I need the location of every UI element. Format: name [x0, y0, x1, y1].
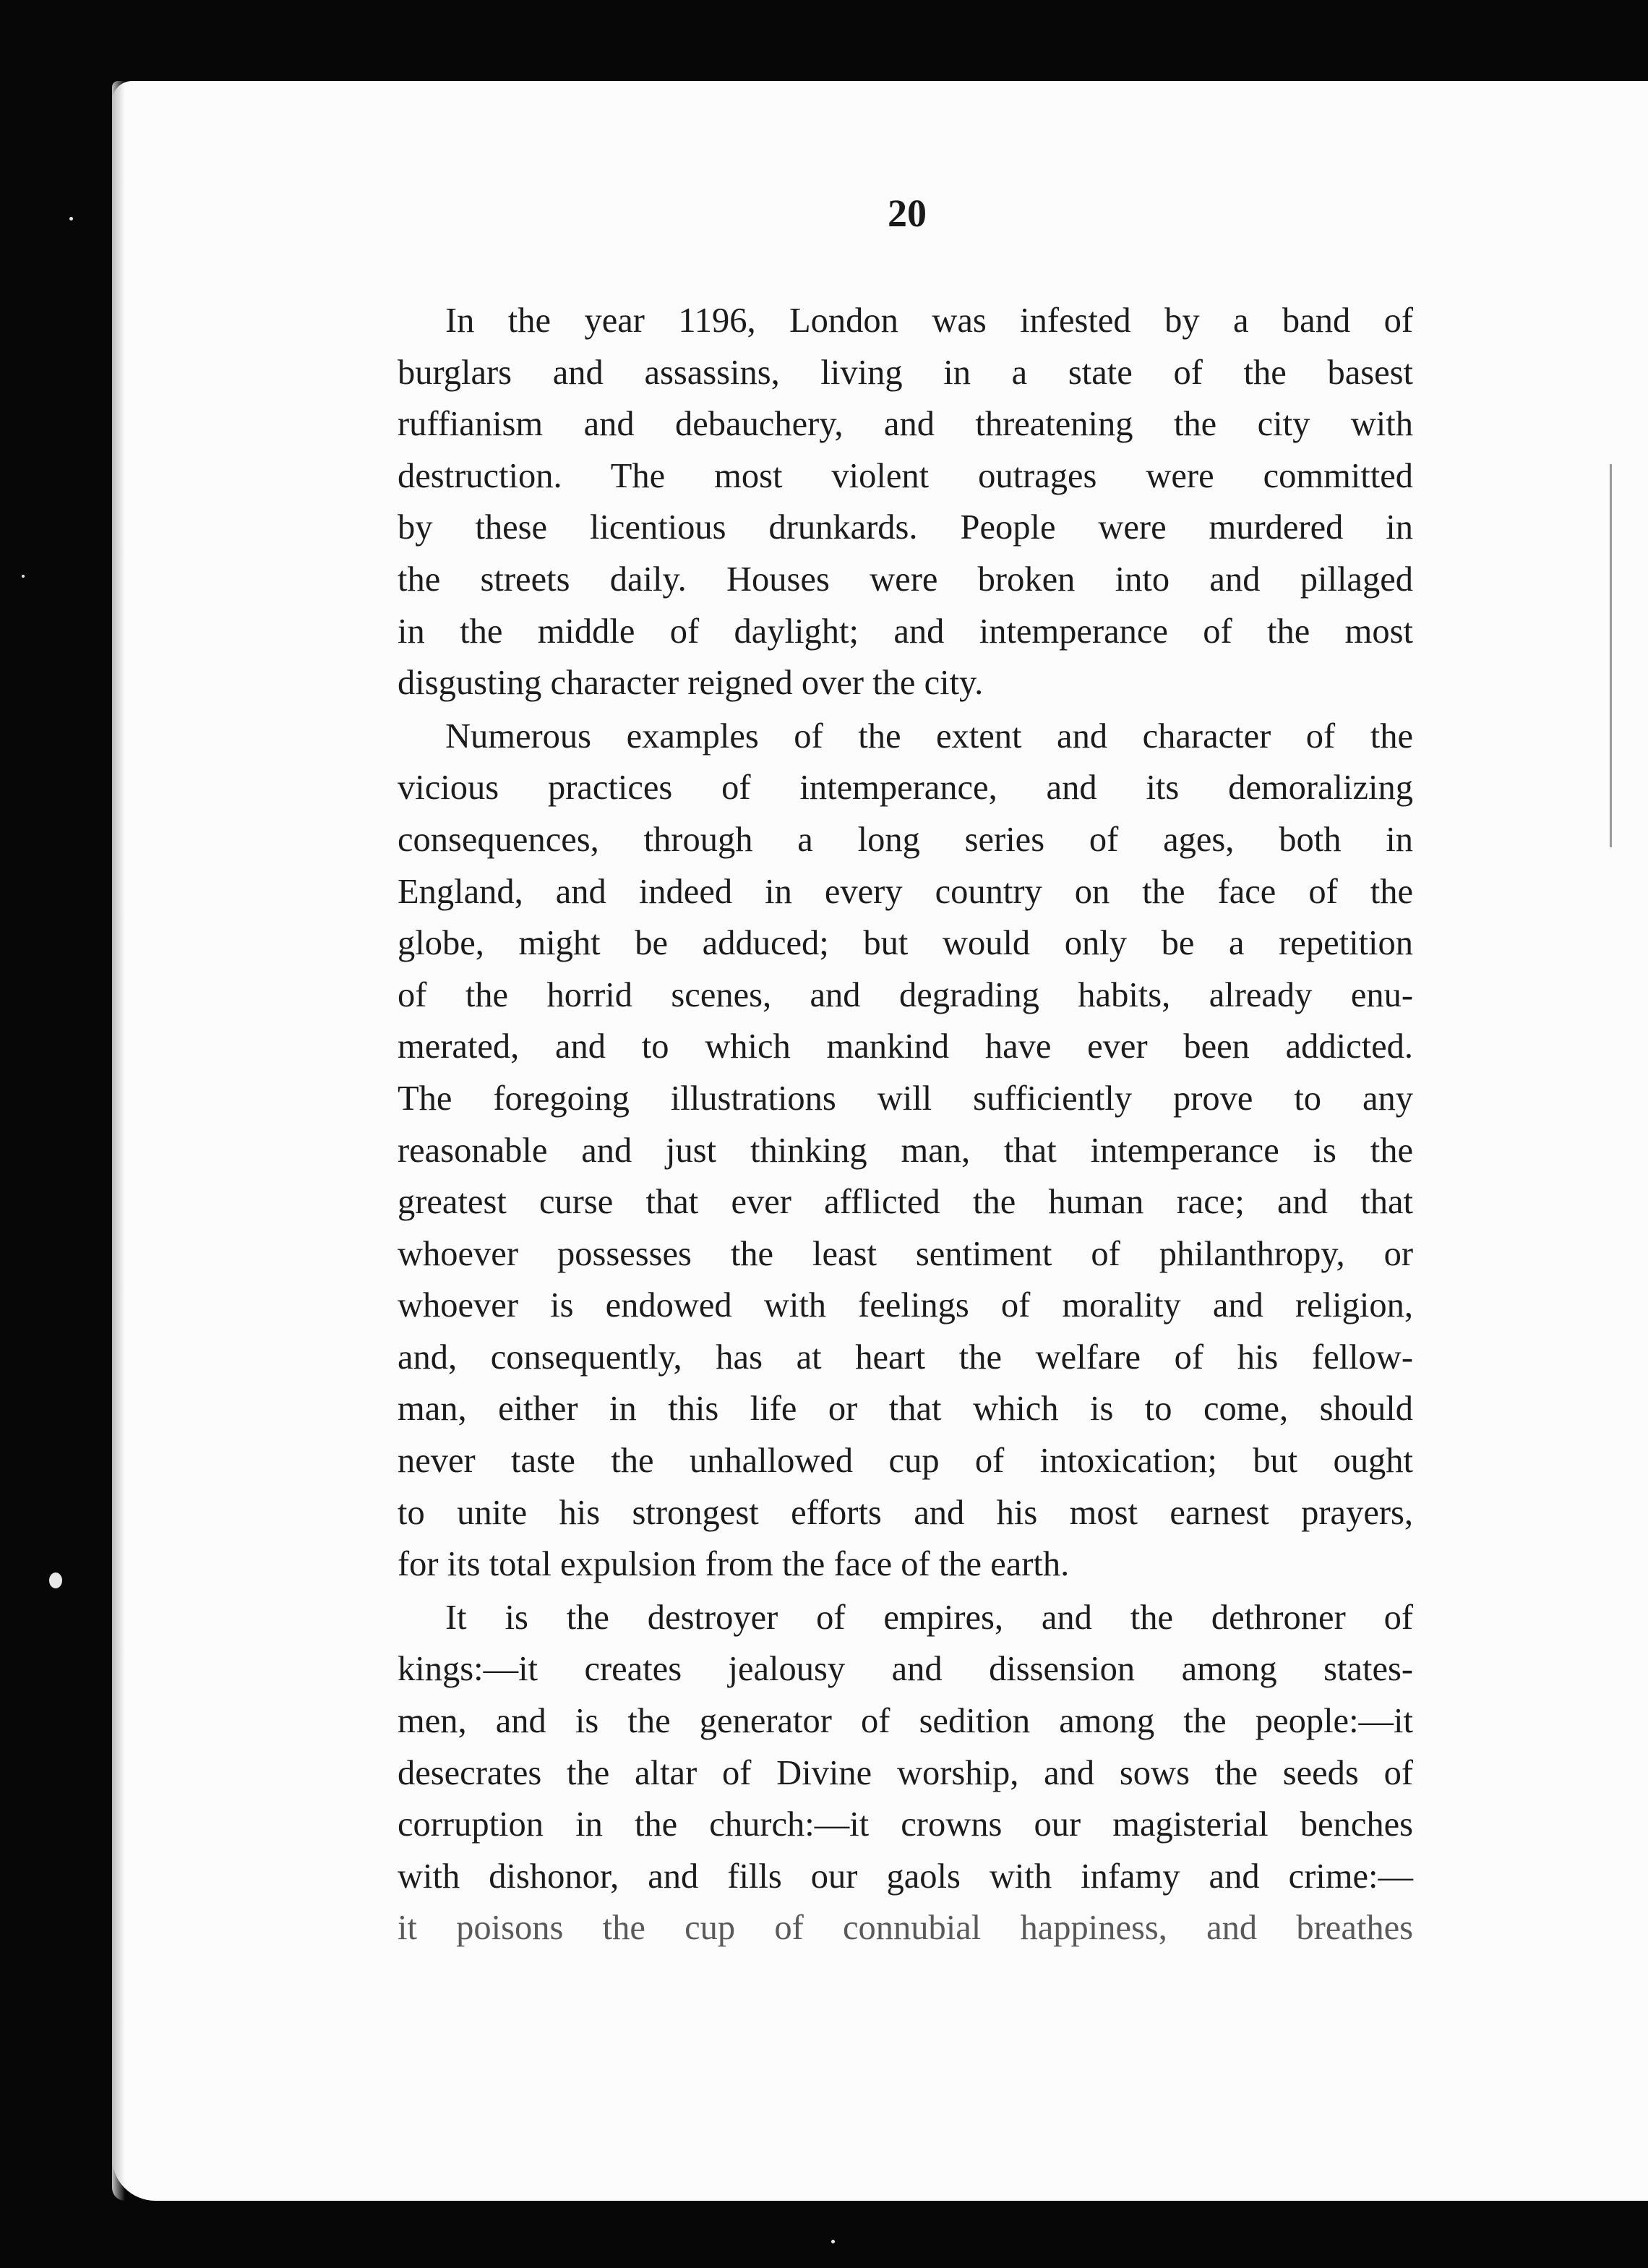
- paragraph-1: [398, 295, 1413, 709]
- text-line: to unite his strongest efforts and his most earnest prayers,: [398, 1493, 1413, 1532]
- text-line: in the middle of daylight; and intemperance of the most: [398, 612, 1413, 651]
- text-line: consequences, through a long series of ages, both in: [398, 820, 1413, 859]
- text-line: man, either in this life or that which is to come, should: [398, 1390, 1413, 1429]
- dust-speck: [49, 1572, 62, 1588]
- text-line: globe, might be adduced; but would only be a repetition: [398, 924, 1413, 963]
- text-line: whoever is endowed with feelings of morality and religion,: [398, 1286, 1413, 1325]
- dust-speck: [69, 217, 73, 221]
- text-line: reasonable and just thinking man, that intemperance is the: [398, 1131, 1413, 1170]
- dust-speck: [22, 575, 25, 578]
- text-line: of the horrid scenes, and degrading habits, already enu-: [398, 975, 1413, 1014]
- text-line: never taste the unhallowed cup of intoxication; but ought: [398, 1442, 1413, 1481]
- text-line: it poisons the cup of connubial happiness, and breathes: [398, 1909, 1413, 1948]
- text-line: whoever possesses the least sentiment of philanthropy, or: [398, 1234, 1413, 1273]
- text-line: the streets daily. Houses were broken into and pillaged: [398, 560, 1413, 599]
- body-text: [398, 295, 1413, 1954]
- text-line: men, and is the generator of sedition among the people:—it: [398, 1702, 1413, 1741]
- text-line: and, consequently, has at heart the welfare of his fellow-: [398, 1338, 1413, 1377]
- text-line: by these licentious drunkards. People were murdered in: [398, 508, 1413, 547]
- text-line: In the year 1196, London was infested by a band of: [445, 301, 1413, 340]
- text-line: disgusting character reigned over the city.: [398, 664, 984, 703]
- text-line: corruption in the church:—it crowns our magisterial benches: [398, 1805, 1413, 1844]
- text-line: vicious practices of intemperance, and its demoralizing: [398, 769, 1413, 808]
- page-edge-shadow: [112, 81, 125, 2201]
- page-number: 20: [888, 192, 927, 235]
- paragraph-2: [398, 711, 1413, 1591]
- text-line: with dishonor, and fills our gaols with infamy and crime:—: [398, 1857, 1413, 1896]
- text-line: It is the destroyer of empires, and the dethroner of: [445, 1598, 1413, 1637]
- text-line: desecrates the altar of Divine worship, and sows the seeds of: [398, 1753, 1413, 1792]
- text-line: merated, and to which mankind have ever been addicted.: [398, 1027, 1413, 1066]
- margin-mark: [1610, 464, 1612, 847]
- paragraph-3: [398, 1592, 1413, 1954]
- text-line: burglars and assassins, living in a state of the basest: [398, 353, 1413, 392]
- text-line: The foregoing illustrations will sufficiently prove to any: [398, 1079, 1413, 1118]
- text-line: kings:—it creates jealousy and dissension among states-: [398, 1650, 1413, 1689]
- text-line: for its total expulsion from the face of the earth.: [398, 1545, 1070, 1584]
- text-line: greatest curse that ever afflicted the human race; and that: [398, 1183, 1413, 1222]
- text-line: England, and indeed in every country on the face of the: [398, 872, 1413, 911]
- text-line: destruction. The most violent outrages were committed: [398, 456, 1413, 495]
- dust-speck: [831, 2240, 835, 2243]
- text-line: Numerous examples of the extent and character of the: [445, 716, 1413, 756]
- text-line: ruffianism and debauchery, and threatening the city with: [398, 405, 1413, 444]
